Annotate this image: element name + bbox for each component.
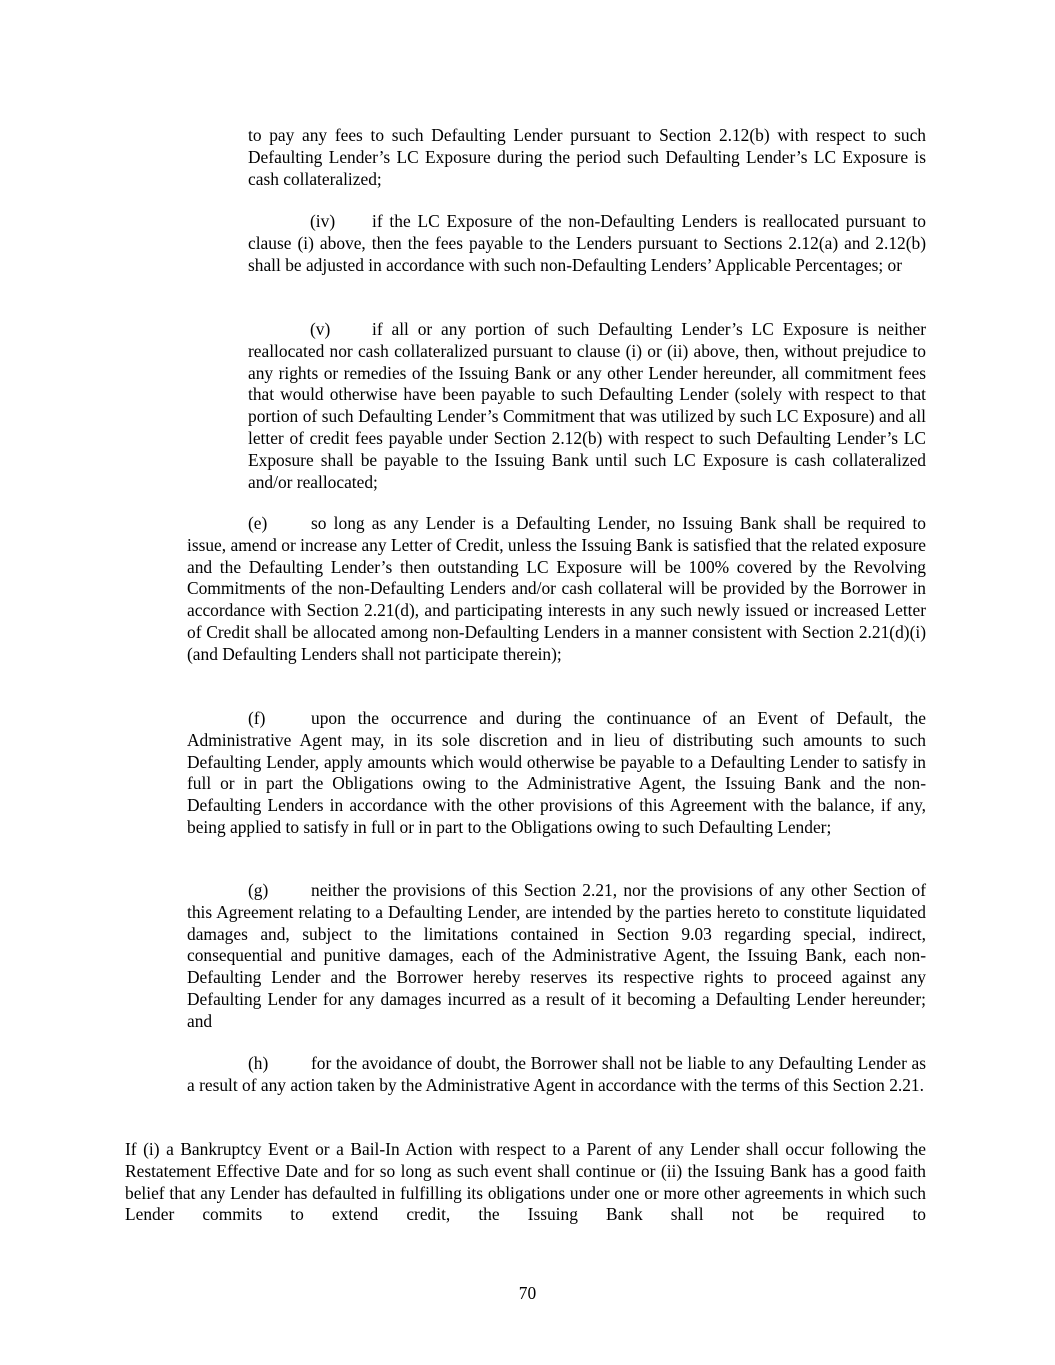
paragraph-text: if the LC Exposure of the non-Defaulting Lenders is reallocated pursuant to clause (i) above, then the fees payable to the Lenders pursuant to Sections 2.12(a) and 2.12(b) shall be adjusted in accordance with such non-Defaulting Lenders’ Applicable Percentages; or	[248, 211, 926, 275]
clause-label: (h)	[248, 1053, 269, 1073]
paragraph-closing-bankruptcy	[125, 1139, 926, 1226]
clause-label: (f)	[248, 708, 266, 728]
paragraph-text: upon the occurrence and during the continuance of an Event of Default, the Administrative Agent may, in its sole discretion and in lieu of distributing such amounts to such Defaulting Lender, apply amounts which would otherwise be payable to a Defaulting Lender to satisfy in full or in part the Obligations owing to the Administrative Agent, the Issuing Bank and the non-Defaulting Lenders in accordance with the other provisions of this Agreement with the balance, if any, being applied to satisfy in full or in part to the Obligations owing to such Defaulting Lender;	[187, 708, 926, 837]
clause-label: (e)	[248, 513, 268, 533]
paragraph-clause-e	[187, 513, 926, 666]
paragraph-clause-h	[187, 1053, 926, 1097]
paragraph-text: if all or any portion of such Defaulting Lender’s LC Exposure is neither reallocated nor cash collateralized pursuant to clause (i) or (ii) above, then, without prejudice to any rights or remedies of the Issuing Bank or any other Lender hereunder, all commitment fees that would otherwise have been payable to such Defaulting Lender (solely with respect to that portion of such Defaulting Lender’s Commitment that was utilized by such LC Exposure) and all letter of credit fees payable under Section 2.12(b) with respect to such Defaulting Lender’s LC Exposure shall be payable to the Issuing Bank until such LC Exposure is cash collateralized and/or reallocated;	[248, 319, 926, 492]
clause-label: (iv)	[310, 211, 336, 231]
paragraph-text: to pay any fees to such Defaulting Lender pursuant to Section 2.12(b) with respect to such Defaulting Lender’s LC Exposure during the period such Defaulting Lender’s LC Exposure is cash collateralized;	[248, 125, 926, 189]
paragraph-clause-f	[187, 708, 926, 839]
clause-label: (g)	[248, 880, 269, 900]
paragraph-text: so long as any Lender is a Defaulting Lender, no Issuing Bank shall be required to issue, amend or increase any Letter of Credit, unless the Issuing Bank is satisfied that the related exposure and the Defaulting Lender’s then outstanding LC Exposure will be 100% covered by the Revolving Commitments of the non-Defaulting Lenders and/or cash collateral will be provided by the Borrower in accordance with Section 2.21(d), and participating interests in any such newly issued or increased Letter of Credit shall be allocated among non-Defaulting Lenders in a manner consistent with Section 2.21(d)(i) (and Defaulting Lenders shall not participate therein);	[187, 513, 926, 664]
paragraph-text: neither the provisions of this Section 2.21, nor the provisions of any other Section of this Agreement relating to a Defaulting Lender, are intended by the parties hereto to constitute liquidated damages and, subject to the limitations contained in Section 9.03 regarding special, indirect, consequential and punitive damages, each of the Administrative Agent, the Issuing Bank, each non-Defaulting Lender and the Borrower hereby reserves its respective rights to proceed against any Defaulting Lender for any damages incurred as a result of it becoming a Defaulting Lender hereunder; and	[187, 880, 926, 1031]
paragraph-clause-v	[248, 319, 926, 493]
paragraph-text: for the avoidance of doubt, the Borrower shall not be liable to any Defaulting Lender as a result of any action taken by the Administrative Agent in accordance with the terms of this Section 2.21.	[187, 1053, 926, 1095]
paragraph-clause-iii-continuation	[248, 125, 926, 190]
paragraph-clause-g	[187, 880, 926, 1033]
paragraph-clause-iv	[248, 211, 926, 276]
page-number: 70	[518, 1283, 537, 1303]
paragraph-text: If (i) a Bankruptcy Event or a Bail-In Action with respect to a Parent of any Lender shall occur following the Restatement Effective Date and for so long as such event shall continue or (ii) the Issuing Bank has a good faith belief that any Lender has defaulted in fulfilling its obligations under one or more other agreements in which such Lender commits to extend credit, the Issuing Bank shall not be required to	[125, 1139, 926, 1225]
clause-label: (v)	[310, 319, 331, 339]
